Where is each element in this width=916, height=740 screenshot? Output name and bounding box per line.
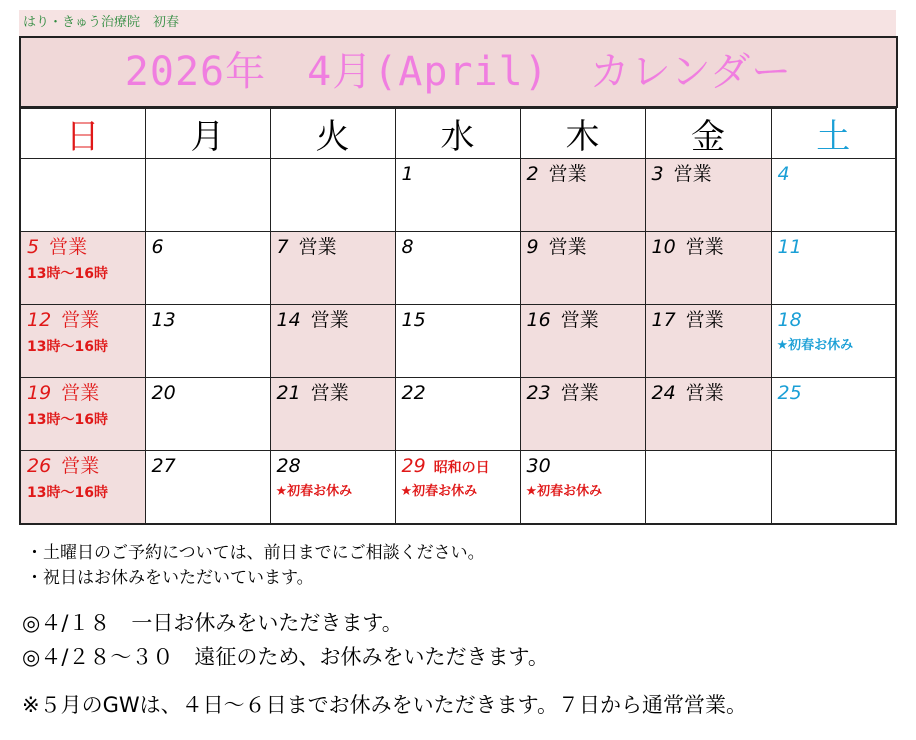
weekday-header-row bbox=[20, 108, 896, 159]
day-cell bbox=[145, 378, 270, 451]
day-cell bbox=[645, 378, 771, 451]
announcement-0428: ◎４/２８～３０ 遠征のため、お休みをいただきます。 bbox=[22, 645, 549, 669]
weekday-header-1: 月 bbox=[145, 108, 270, 159]
day-number: 23 bbox=[526, 382, 551, 404]
day-number: 6 bbox=[151, 236, 164, 258]
weekday-header-5: 金 bbox=[645, 108, 771, 159]
day-cell bbox=[645, 159, 771, 232]
day-number: 1 bbox=[401, 163, 414, 185]
day-cell bbox=[270, 451, 395, 525]
day-number: 5 bbox=[27, 236, 40, 258]
day-cell bbox=[520, 378, 645, 451]
day-number: 4 bbox=[777, 163, 790, 185]
day-cell bbox=[20, 305, 145, 378]
day-number: 14 bbox=[276, 309, 301, 331]
day-number: 19 bbox=[27, 382, 52, 404]
note-saturday: ・土曜日のご予約については、前日までにご相談ください。 bbox=[26, 543, 485, 563]
open-label: 営業 bbox=[49, 236, 88, 258]
day-number: 11 bbox=[777, 236, 802, 258]
day-number: 28 bbox=[276, 455, 301, 477]
day-cell bbox=[395, 378, 520, 451]
holiday-name: 昭和の日 bbox=[433, 460, 490, 476]
open-label: 営業 bbox=[61, 455, 100, 477]
day-number: 10 bbox=[651, 236, 676, 258]
open-label: 営業 bbox=[61, 309, 100, 331]
calendar-grid bbox=[19, 107, 897, 525]
day-number: 17 bbox=[651, 309, 676, 331]
day-cell bbox=[145, 159, 270, 232]
closed-note: ★初春お休み bbox=[525, 484, 603, 499]
sunday-hours: 13時～16時 bbox=[27, 412, 108, 428]
day-cell bbox=[20, 232, 145, 305]
day-number: 13 bbox=[151, 309, 176, 331]
day-number: 18 bbox=[777, 309, 802, 331]
day-cell bbox=[270, 232, 395, 305]
announcement-0418: ◎４/１８ 一日お休みをいただきます。 bbox=[22, 611, 403, 635]
open-label: 営業 bbox=[310, 382, 349, 404]
sunday-hours: 13時～16時 bbox=[27, 266, 108, 282]
weekday-header-2: 火 bbox=[270, 108, 395, 159]
day-number: 16 bbox=[526, 309, 551, 331]
gw-footnote: ※５月のGWは、４日～６日までお休みをいただきます。７日から通常営業。 bbox=[22, 693, 747, 717]
open-label: 営業 bbox=[560, 382, 599, 404]
open-label: 営業 bbox=[548, 236, 587, 258]
day-cell bbox=[145, 232, 270, 305]
day-cell bbox=[20, 451, 145, 525]
sunday-hours: 13時～16時 bbox=[27, 339, 108, 355]
day-number: 12 bbox=[27, 309, 52, 331]
day-cell bbox=[520, 451, 645, 525]
day-cell bbox=[771, 451, 896, 525]
day-cell bbox=[771, 305, 896, 378]
open-label: 営業 bbox=[548, 163, 587, 185]
open-label: 営業 bbox=[298, 236, 337, 258]
day-cell bbox=[20, 378, 145, 451]
open-label: 営業 bbox=[685, 309, 724, 331]
note-holidays: ・祝日はお休みをいただいています。 bbox=[26, 568, 314, 588]
day-cell bbox=[270, 378, 395, 451]
day-cell bbox=[520, 305, 645, 378]
day-number: 27 bbox=[151, 455, 176, 477]
day-number: 2 bbox=[526, 163, 539, 185]
day-number: 8 bbox=[401, 236, 414, 258]
day-cell bbox=[270, 305, 395, 378]
day-number: 29 bbox=[401, 455, 426, 477]
open-label: 営業 bbox=[685, 236, 724, 258]
day-number: 9 bbox=[526, 236, 539, 258]
day-cell bbox=[645, 451, 771, 525]
day-cell bbox=[395, 451, 520, 525]
weekday-header-4: 木 bbox=[520, 108, 645, 159]
day-number: 24 bbox=[651, 382, 676, 404]
day-number: 26 bbox=[27, 455, 52, 477]
open-label: 営業 bbox=[685, 382, 724, 404]
clinic-name: はり・きゅう治療院 初春 bbox=[19, 10, 896, 36]
week-row bbox=[20, 451, 896, 525]
day-cell bbox=[395, 305, 520, 378]
day-cell bbox=[20, 159, 145, 232]
week-row bbox=[20, 378, 896, 451]
day-number: 25 bbox=[777, 382, 802, 404]
day-number: 3 bbox=[651, 163, 664, 185]
day-cell bbox=[771, 159, 896, 232]
week-row bbox=[20, 159, 896, 232]
day-cell bbox=[771, 232, 896, 305]
weekday-header-3: 水 bbox=[395, 108, 520, 159]
open-label: 営業 bbox=[560, 309, 599, 331]
day-cell bbox=[645, 232, 771, 305]
day-cell bbox=[270, 159, 395, 232]
sunday-hours: 13時～16時 bbox=[27, 485, 108, 501]
closed-note: ★初春お休み bbox=[776, 338, 854, 353]
day-number: 21 bbox=[276, 382, 301, 404]
day-cell bbox=[520, 159, 645, 232]
day-number: 15 bbox=[401, 309, 426, 331]
closed-note: ★初春お休み bbox=[400, 484, 478, 499]
day-cell bbox=[145, 305, 270, 378]
day-cell bbox=[771, 378, 896, 451]
day-cell bbox=[645, 305, 771, 378]
day-number: 22 bbox=[401, 382, 426, 404]
day-cell bbox=[395, 232, 520, 305]
open-label: 営業 bbox=[673, 163, 712, 185]
calendar-title: 2026年 4月(April) カレンダー bbox=[19, 36, 898, 108]
day-cell bbox=[145, 451, 270, 525]
day-cell bbox=[520, 232, 645, 305]
day-number: 7 bbox=[276, 236, 289, 258]
open-label: 営業 bbox=[61, 382, 100, 404]
day-cell bbox=[395, 159, 520, 232]
weekday-header-6: 土 bbox=[771, 108, 896, 159]
week-row bbox=[20, 305, 896, 378]
closed-note: ★初春お休み bbox=[275, 484, 353, 499]
weekday-header-0: 日 bbox=[20, 108, 145, 159]
open-label: 営業 bbox=[310, 309, 349, 331]
day-number: 20 bbox=[151, 382, 176, 404]
day-number: 30 bbox=[526, 455, 551, 477]
week-row bbox=[20, 232, 896, 305]
